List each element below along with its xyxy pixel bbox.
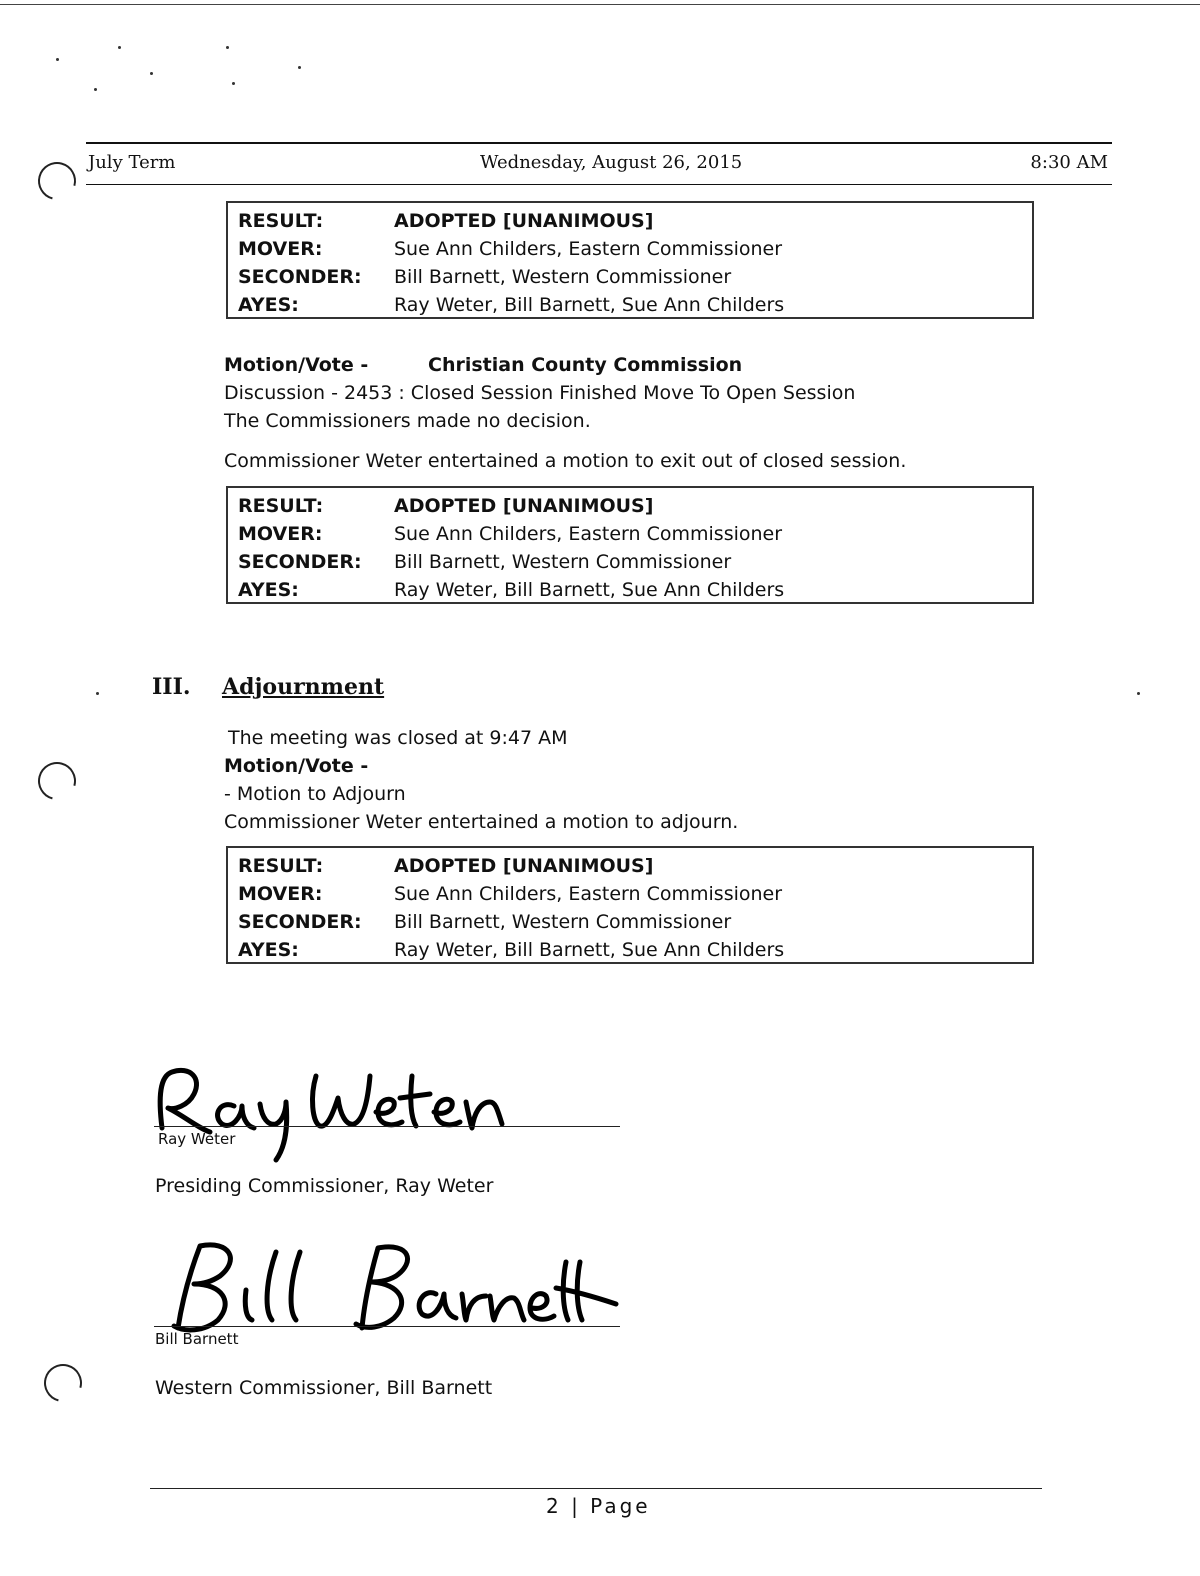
scan-edge-line [0, 4, 1200, 5]
ayes-row [238, 576, 1022, 604]
printed-name: Ray Weter [158, 1130, 236, 1148]
seconder-value: Bill Barnett, Western Commissioner [394, 266, 732, 288]
result-label: RESULT: [238, 210, 324, 232]
meeting-date: Wednesday, August 26, 2015 [480, 152, 743, 173]
vote-result-box [226, 201, 1034, 319]
ayes-value: Ray Weter, Bill Barnett, Sue Ann Childers [394, 579, 785, 601]
ayes-value: Ray Weter, Bill Barnett, Sue Ann Childers [394, 939, 785, 961]
header-rule-bottom [86, 184, 1112, 185]
result-value: ADOPTED [UNANIMOUS] [394, 495, 654, 517]
ayes-value: Ray Weter, Bill Barnett, Sue Ann Childers [394, 294, 785, 316]
printed-name: Bill Barnett [155, 1330, 239, 1348]
seconder-label: SECONDER: [238, 911, 362, 933]
ayes-label: AYES: [238, 579, 299, 601]
footer-rule [150, 1488, 1042, 1489]
discussion-line: Discussion - 2453 : Closed Session Finished Move To Open Session [224, 382, 856, 404]
meeting-closed-line: The meeting was closed at 9:47 AM [228, 727, 568, 749]
mover-value: Sue Ann Childers, Eastern Commissioner [394, 523, 783, 545]
mover-row [238, 235, 1022, 263]
signatory-title: Presiding Commissioner, Ray Weter [155, 1175, 494, 1197]
seconder-label: SECONDER: [238, 266, 362, 288]
motion-vote-label: Motion/Vote - [224, 755, 369, 777]
scan-speck [94, 88, 97, 91]
header-rule [86, 142, 1112, 144]
section-number: III. [152, 674, 191, 700]
scan-speck [232, 82, 235, 85]
result-value: ADOPTED [UNANIMOUS] [394, 210, 654, 232]
mover-value: Sue Ann Childers, Eastern Commissioner [394, 883, 783, 905]
motion-vote-label: Motion/Vote - [224, 354, 369, 376]
result-label: RESULT: [238, 495, 324, 517]
scan-speck [150, 72, 153, 75]
commission-name: Christian County Commission [428, 354, 743, 376]
seconder-value: Bill Barnett, Western Commissioner [394, 551, 732, 573]
mover-row [238, 520, 1022, 548]
mover-label: MOVER: [238, 883, 323, 905]
motion-entertained-line: Commissioner Weter entertained a motion to adjourn. [224, 811, 739, 833]
scan-speck [56, 58, 59, 61]
vote-result-box [226, 486, 1034, 604]
result-row [238, 207, 1022, 235]
meeting-time: 8:30 AM [1030, 152, 1108, 173]
seconder-row [238, 548, 1022, 576]
seconder-label: SECONDER: [238, 551, 362, 573]
ayes-row [238, 936, 1022, 964]
mover-row [238, 880, 1022, 908]
signature-line [154, 1326, 620, 1327]
result-row [238, 852, 1022, 880]
scan-speck [226, 46, 229, 49]
ayes-label: AYES: [238, 939, 299, 961]
result-value: ADOPTED [UNANIMOUS] [394, 855, 654, 877]
motion-entertained-line: Commissioner Weter entertained a motion to exit out of closed session. [224, 450, 907, 472]
mover-value: Sue Ann Childers, Eastern Commissioner [394, 238, 783, 260]
decision-line: The Commissioners made no decision. [224, 410, 591, 432]
hole-punch-mark [37, 1357, 89, 1409]
page-number: 2 | Page [546, 1494, 651, 1518]
term-label: July Term [88, 152, 176, 173]
result-label: RESULT: [238, 855, 324, 877]
scan-speck [96, 692, 99, 695]
mover-label: MOVER: [238, 238, 323, 260]
seconder-row [238, 263, 1022, 291]
result-row [238, 492, 1022, 520]
scan-speck [298, 66, 301, 69]
hole-punch-mark [31, 155, 83, 207]
hole-punch-mark [31, 755, 83, 807]
motion-item: - Motion to Adjourn [224, 783, 406, 805]
ayes-row [238, 291, 1022, 319]
section-title: Adjournment [222, 674, 385, 700]
signatory-title: Western Commissioner, Bill Barnett [155, 1377, 493, 1399]
mover-label: MOVER: [238, 523, 323, 545]
seconder-value: Bill Barnett, Western Commissioner [394, 911, 732, 933]
scan-speck [1137, 692, 1140, 695]
signature-line [154, 1126, 620, 1127]
vote-result-box [226, 846, 1034, 964]
seconder-row [238, 908, 1022, 936]
ayes-label: AYES: [238, 294, 299, 316]
scan-speck [118, 46, 121, 49]
